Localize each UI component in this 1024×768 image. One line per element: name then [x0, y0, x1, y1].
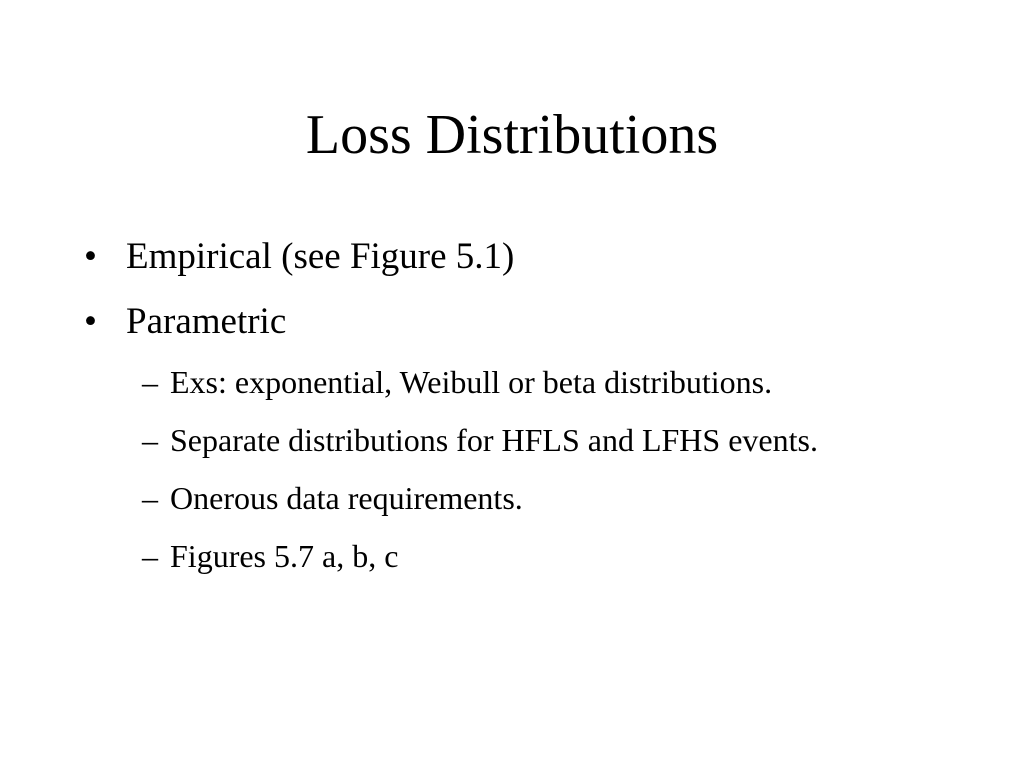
sub-bullet-item-examples — [84, 360, 964, 404]
sub-bullet-text: Figures 5.7 a, b, c — [170, 538, 399, 574]
bullet-text: Parametric — [126, 301, 287, 342]
bullet-item-parametric — [84, 295, 964, 349]
bullet-marker: • — [84, 236, 97, 277]
bullet-text: Empirical (see Figure 5.1) — [126, 236, 515, 277]
dash-marker: – — [142, 538, 158, 574]
bullet-list — [84, 230, 964, 360]
sub-bullet-text: Separate distributions for HFLS and LFHS events. — [170, 422, 818, 458]
sub-bullet-item-separate — [84, 418, 964, 462]
dash-marker: – — [142, 364, 158, 400]
sub-bullet-item-onerous — [84, 476, 964, 520]
sub-bullet-text: Exs: exponential, Weibull or beta distributions. — [170, 364, 773, 400]
dash-marker: – — [142, 480, 158, 516]
dash-marker: – — [142, 422, 158, 458]
bullet-marker: • — [84, 301, 97, 342]
sub-bullet-list — [84, 360, 964, 592]
sub-bullet-text: Onerous data requirements. — [170, 480, 523, 516]
bullet-item-empirical — [84, 230, 964, 284]
sub-bullet-item-figures — [84, 534, 964, 578]
slide-title: Loss Distributions — [305, 104, 719, 166]
